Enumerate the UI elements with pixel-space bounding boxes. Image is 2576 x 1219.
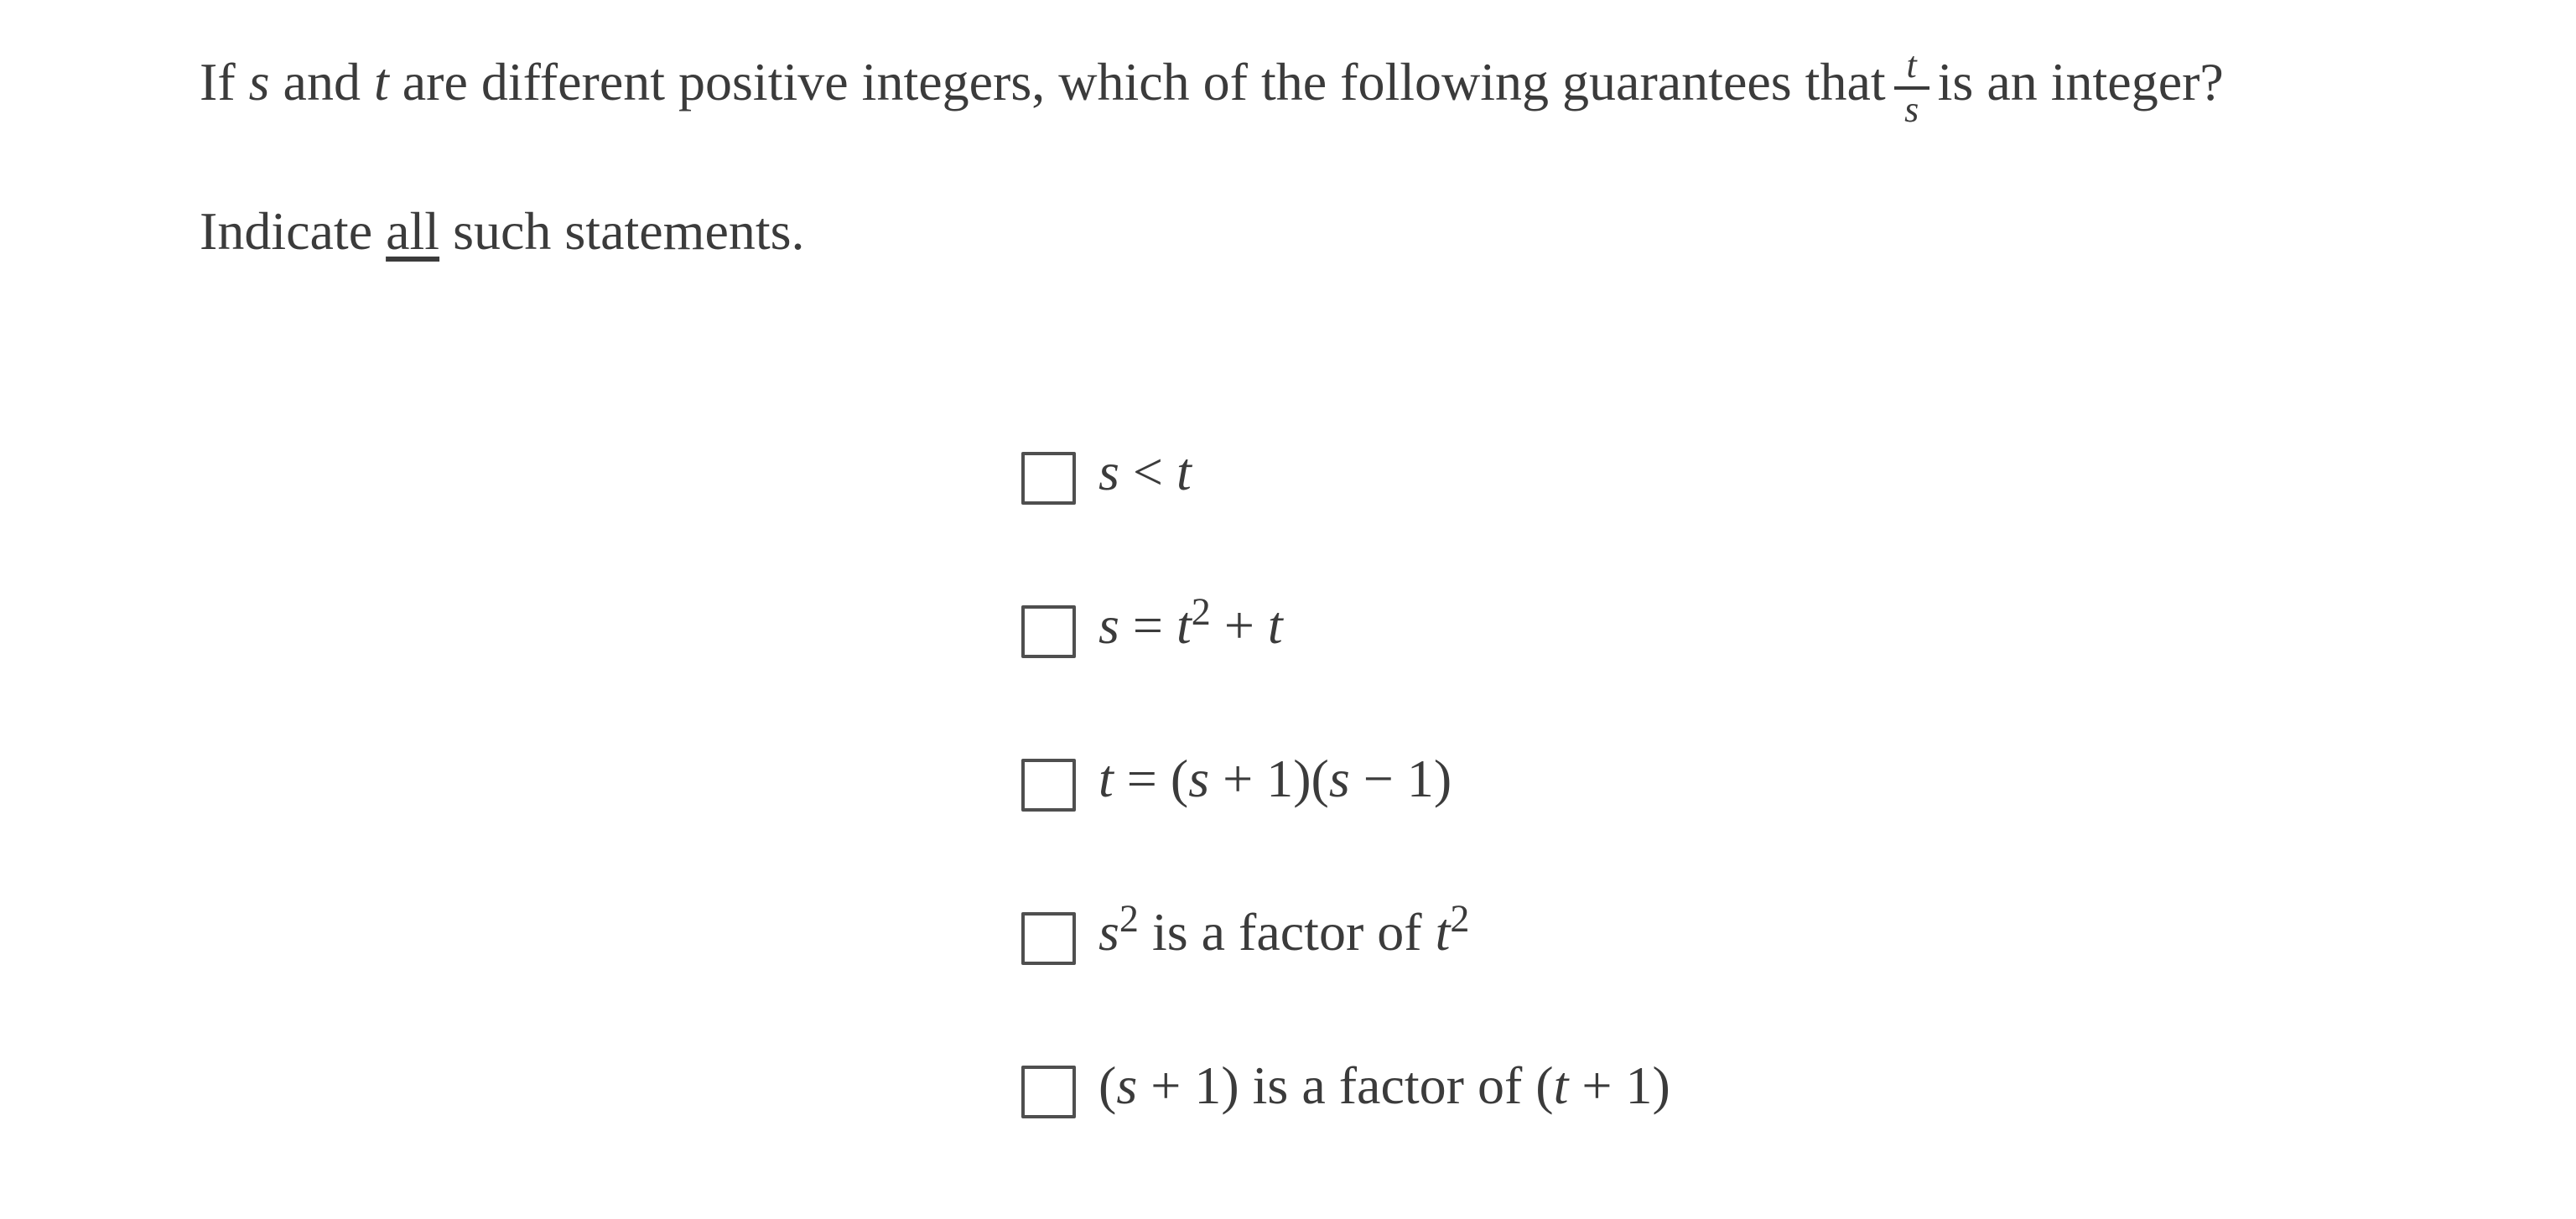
math-var-s: s <box>248 51 270 112</box>
fraction-numerator: t <box>1906 44 1917 86</box>
option-row-2 <box>1021 589 1670 658</box>
math-var: t <box>1267 595 1283 655</box>
math-superscript: 2 <box>1191 589 1211 633</box>
option-4-checkbox[interactable] <box>1021 912 1076 965</box>
math-op: ( <box>1098 1056 1117 1115</box>
math-op: + 1)( <box>1209 749 1329 808</box>
question-segment: is an integer? <box>1937 51 2224 112</box>
option-row-3 <box>1021 749 1670 812</box>
question-segment: If <box>200 51 249 112</box>
math-var: t <box>1435 902 1451 962</box>
math-op: + <box>1210 595 1268 655</box>
math-var: t <box>1176 595 1192 655</box>
option-4-label <box>1098 896 1470 964</box>
math-superscript: 2 <box>1119 896 1139 940</box>
question-text <box>200 44 2224 130</box>
instruction-segment: such statements. <box>439 201 805 261</box>
math-var: s <box>1116 1056 1138 1115</box>
math-var: s <box>1098 595 1119 655</box>
option-1-label <box>1098 439 1192 504</box>
math-var: s <box>1098 442 1119 501</box>
math-text: is a factor of <box>1138 902 1436 962</box>
math-var-t: t <box>373 51 389 112</box>
math-op: + 1) <box>1568 1056 1670 1115</box>
fraction-denominator: s <box>1904 88 1919 130</box>
math-op: = <box>1119 595 1176 655</box>
option-5-label <box>1098 1053 1670 1118</box>
instruction-segment: Indicate <box>200 201 387 261</box>
math-superscript: 2 <box>1450 896 1470 940</box>
math-var: t <box>1176 442 1192 501</box>
options-list <box>1021 442 1670 1219</box>
option-5-checkbox[interactable] <box>1021 1066 1076 1118</box>
instruction-all-underlined: all <box>386 201 440 261</box>
option-3-checkbox[interactable] <box>1021 759 1076 812</box>
math-var: s <box>1188 749 1210 808</box>
math-text: + 1) is a factor of ( <box>1137 1056 1554 1115</box>
option-2-label <box>1098 589 1283 657</box>
option-2-checkbox[interactable] <box>1021 605 1076 658</box>
instruction-text <box>200 199 805 263</box>
option-3-label <box>1098 746 1452 811</box>
math-var: s <box>1328 749 1350 808</box>
question-segment: and <box>269 51 374 112</box>
math-op: < <box>1119 442 1176 501</box>
math-var: s <box>1098 902 1119 962</box>
option-row-4 <box>1021 896 1670 965</box>
math-op: − 1) <box>1349 749 1452 808</box>
option-1-checkbox[interactable] <box>1021 452 1076 505</box>
math-var: t <box>1098 749 1114 808</box>
math-op: = ( <box>1113 749 1189 808</box>
math-var: t <box>1553 1056 1569 1115</box>
fraction-t-over-s <box>1894 44 1929 130</box>
option-row-1 <box>1021 442 1670 505</box>
option-row-5 <box>1021 1056 1670 1118</box>
question-segment: are different positive integers, which of the following guarantees that <box>388 51 1886 112</box>
